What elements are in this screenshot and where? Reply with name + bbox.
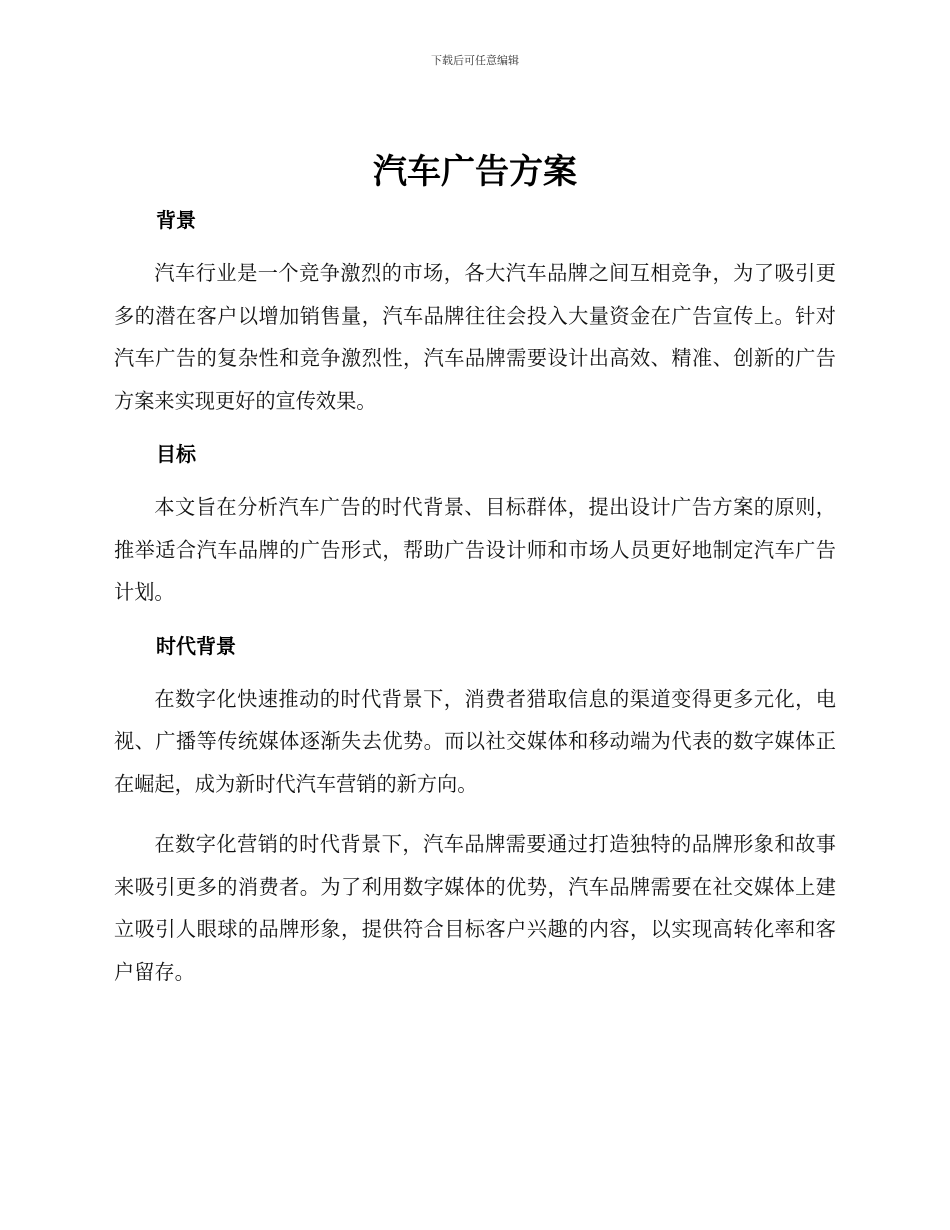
paragraph-era-background-1: 在数字化快速推动的时代背景下，消费者猎取信息的渠道变得更多元化，电视、广播等传统媒体逐渐失去优势。而以社交媒体和移动端为代表的数字媒体正在崛起，成为新时代汽车营销的新方向。 — [114, 686, 836, 796]
document-body — [114, 200, 836, 993]
section-heading-goal: 目标 — [156, 442, 196, 466]
section-heading-background: 背景 — [156, 208, 196, 232]
paragraph-background: 汽车行业是一个竞争激烈的市场，各大汽车品牌之间互相竞争，为了吸引更多的潜在客户以增加销售量，汽车品牌往往会投入大量资金在广告宣传上。针对汽车广告的复杂性和竞争激烈性，汽车品牌需要设计出高效、精准、创新的广告方案来实现更好的宣传效果。 — [114, 261, 836, 413]
paragraph-goal: 本文旨在分析汽车广告的时代背景、目标群体，提出设计广告方案的原则，推举适合汽车品牌的广告形式，帮助广告设计师和市场人员更好地制定汽车广告计划。 — [114, 495, 836, 604]
page-header: 下载后可任意编辑 — [431, 54, 519, 67]
section-heading-era-background: 时代背景 — [156, 633, 236, 658]
document-title: 汽车广告方案 — [373, 152, 577, 192]
paragraph-era-background-2: 在数字化营销的时代背景下，汽车品牌需要通过打造独特的品牌形象和故事来吸引更多的消费者。为了利用数字媒体的优势，汽车品牌需要在社交媒体上建立吸引人眼球的品牌形象，提供符合目标客户兴趣的内容，以实现高转化率和客户留存。 — [114, 832, 836, 984]
